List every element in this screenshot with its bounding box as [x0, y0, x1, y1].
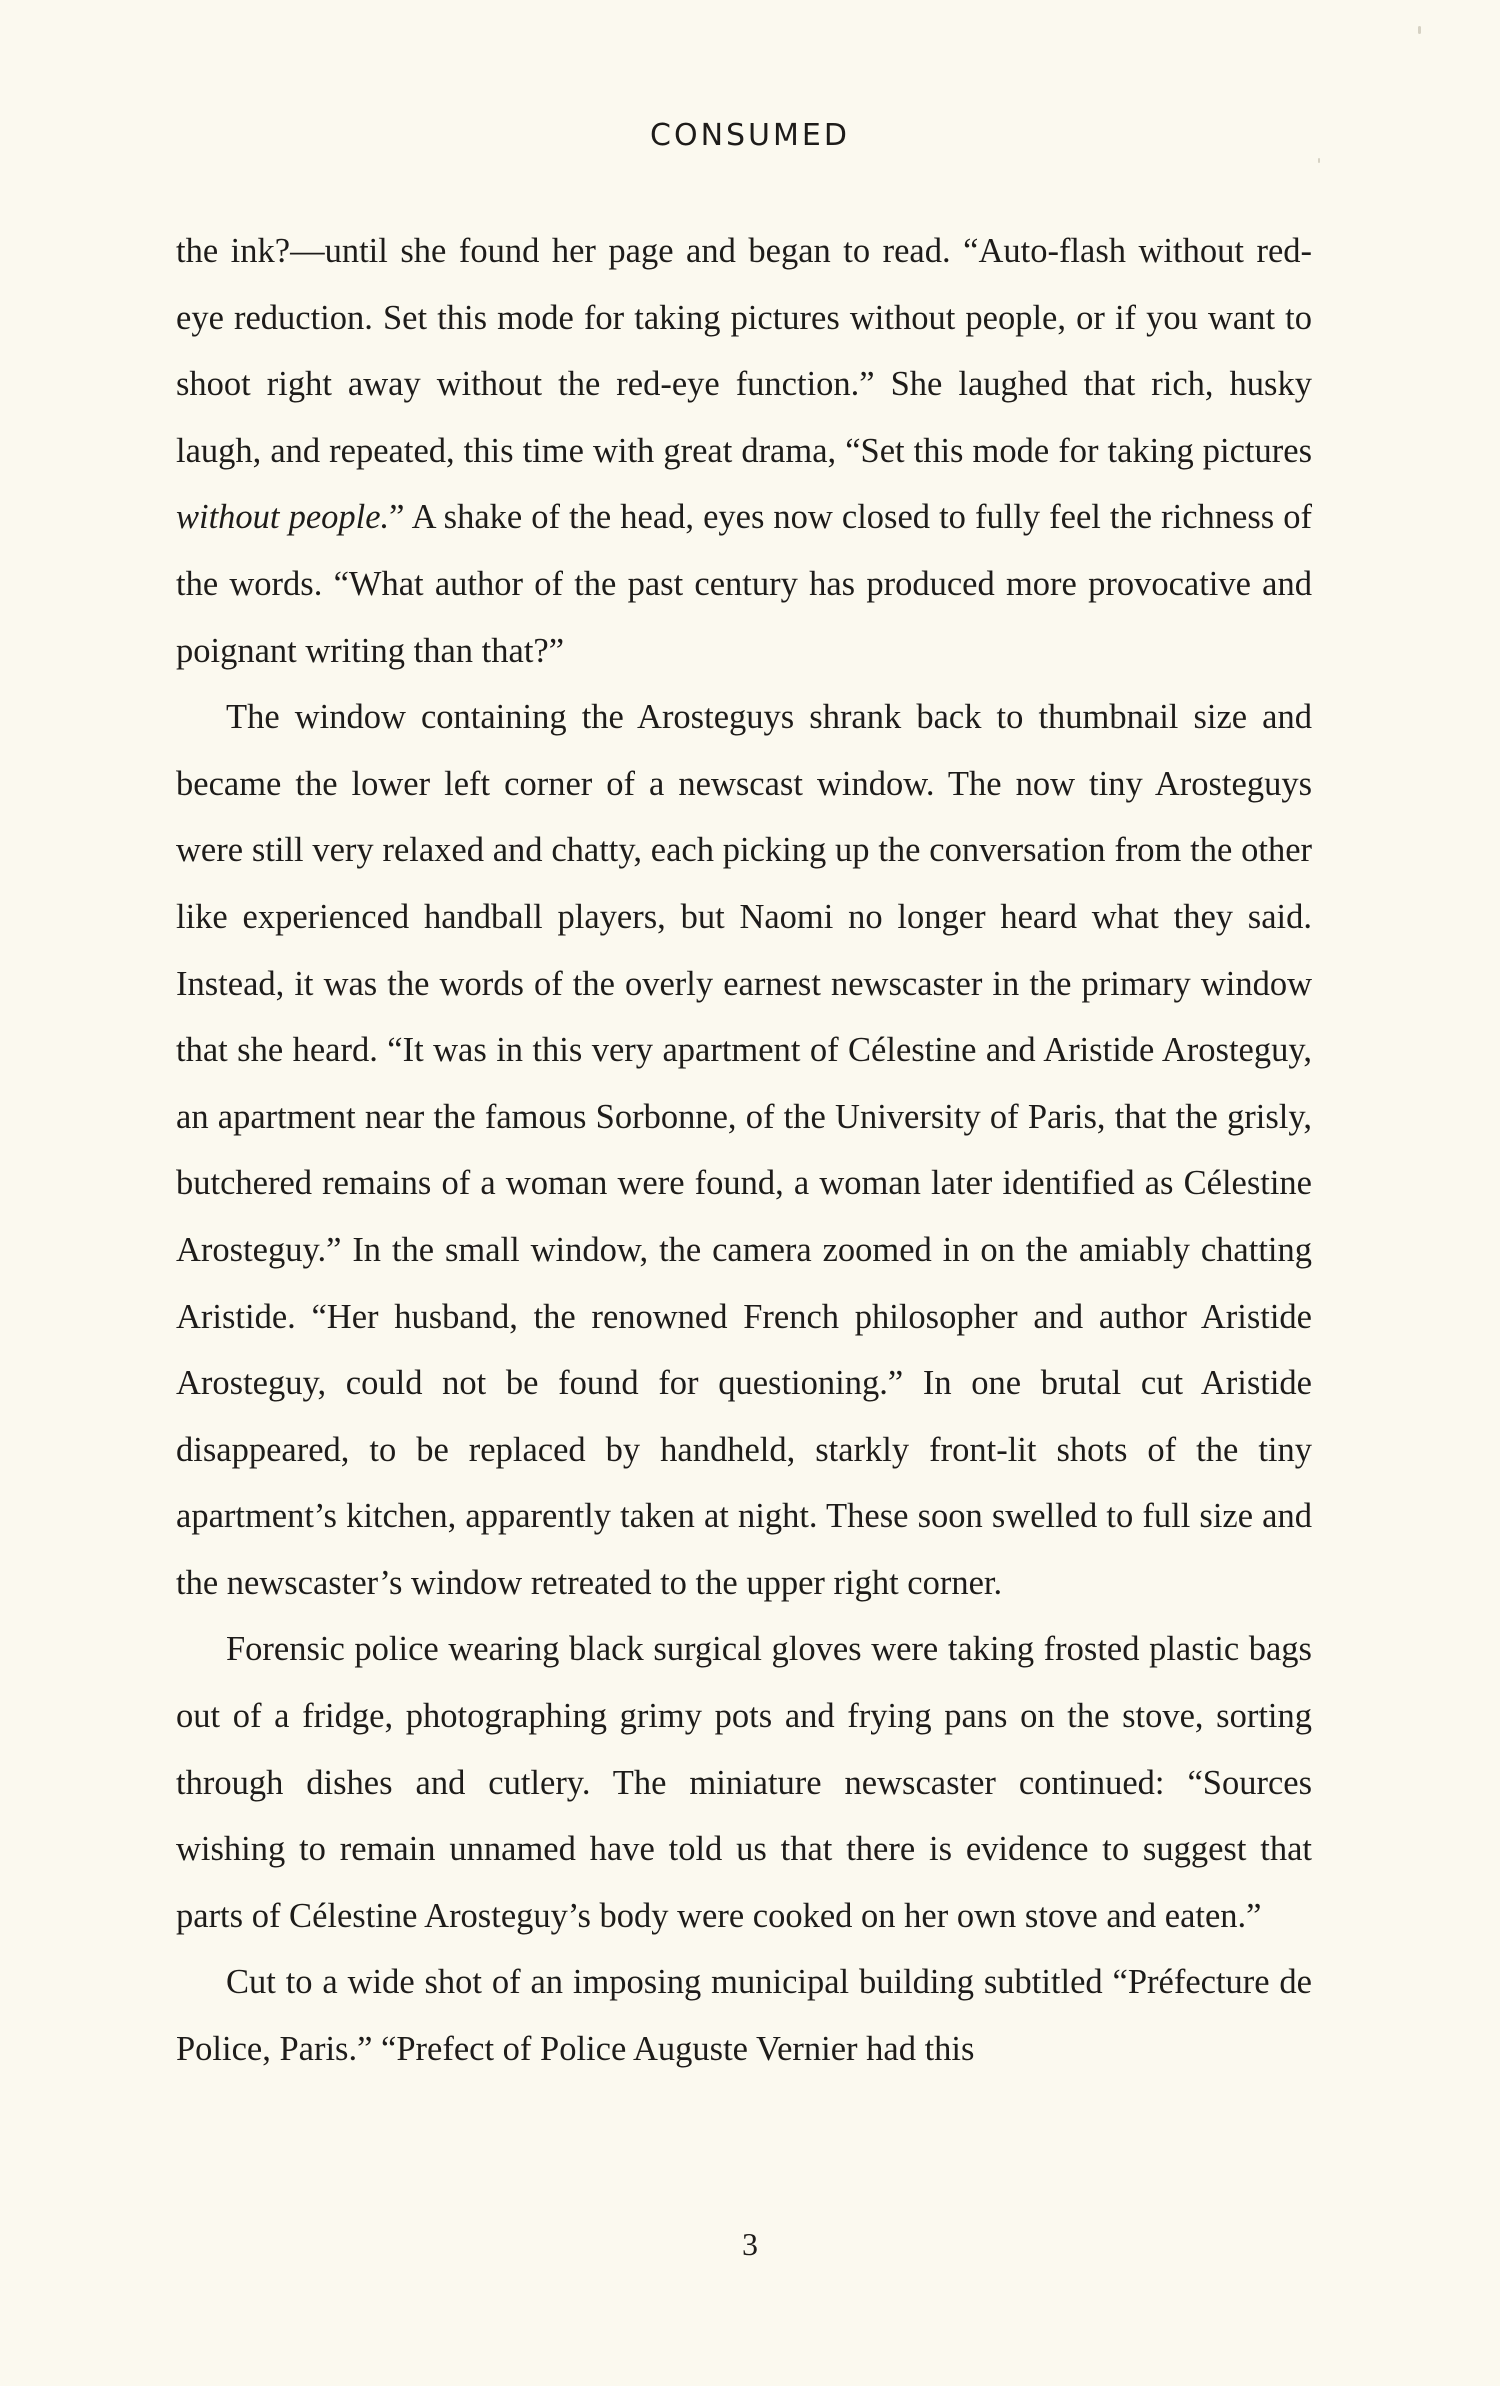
paper-speck — [1418, 26, 1421, 34]
paragraph-1-text-a: the ink?—until she found her page and began to read. “Auto-flash without red-eye reduction. Set this mode for taking pictures without people, or if you want to shoot right away without the red-eye function.” She laughed that rich, husky laugh, and repeated, this time with great drama, “Set this mode for taking pictures — [176, 232, 1312, 470]
paragraph-4: Cut to a wide shot of an imposing municipal building subtitled “Préfecture de Police, Paris.” “Prefect of Police Auguste Vernier had this — [176, 1963, 1312, 2069]
paper-speck — [1318, 158, 1320, 163]
body-text — [176, 218, 1312, 2083]
paragraph-1-text-b: ” A shake of the head, eyes now closed to fully feel the richness of the words. “What author of the past century has produced more provocative and poignant writing than that?” — [176, 498, 1312, 670]
paragraph-1 — [176, 218, 1312, 684]
page-number: 3 — [742, 2226, 758, 2262]
paragraph-2: The window containing the Arosteguys shrank back to thumbnail size and became the lower left corner of a newscast window. The now tiny Arosteguys were still very relaxed and chatty, each picking up the conversation from the other like experienced handball players, but Naomi no longer heard what they said. Instead, it was the words of the overly earnest newscaster in the primary window that she heard. “It was in this very apartment of Célestine and Aristide Arosteguy, an apartment near the famous Sorbonne, of the University of Paris, that the grisly, butchered remains of a woman were found, a woman later identified as Célestine Arosteguy.” In the small window, the camera zoomed in on the amiably chatting Aristide. “Her husband, the renowned French philosopher and author Aristide Arosteguy, could not be found for questioning.” In one brutal cut Aristide disappeared, to be replaced by handheld, starkly front-lit shots of the tiny apartment’s kitchen, apparently taken at night. These soon swelled to full size and the newscaster’s window retreated to the upper right corner. — [176, 698, 1312, 1602]
running-head: CONSUMED — [650, 118, 850, 153]
paragraph-1-emphasis: without people. — [176, 498, 390, 537]
paragraph-3: Forensic police wearing black surgical gloves were taking frosted plastic bags out of a fridge, photographing grimy pots and frying pans on the stove, sorting through dishes and cutlery. The miniature newscaster continued: “Sources wishing to remain unnamed have told us that there is evidence to suggest that parts of Célestine Arosteguy’s body were cooked on her own stove and eaten.” — [176, 1630, 1312, 1935]
